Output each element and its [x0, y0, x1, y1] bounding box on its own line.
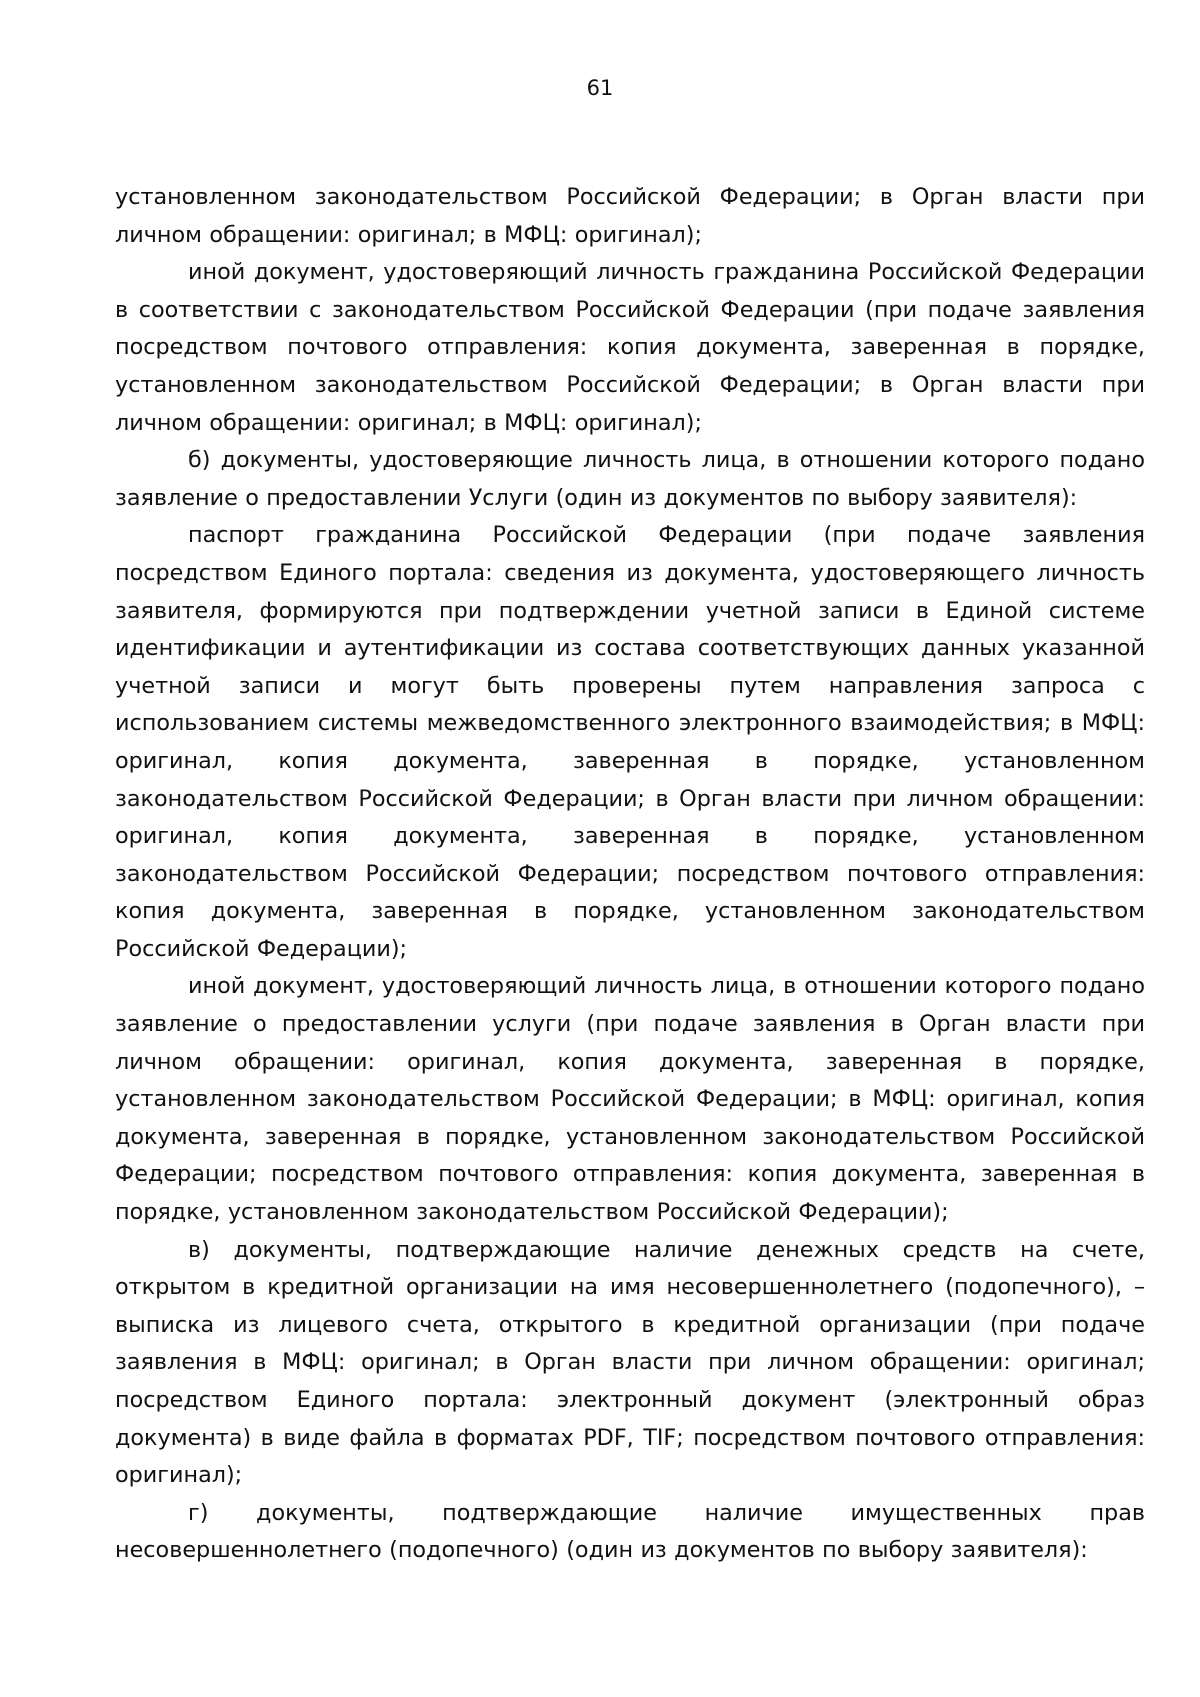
paragraph-b-identity-documents: б) документы, удостоверяющие личность лица, в отношении которого подано заявление о предоставлении Услуги (один из документов по выбору заявителя):	[115, 447, 1145, 511]
paragraph-continuation: установленном законодательством Российской Федерации; в Орган власти при личном обращении: оригинал; в МФЦ: оригинал);	[115, 184, 1145, 248]
paragraph-passport: паспорт гражданина Российской Федерации (при подаче заявления посредством Единого портала: сведения из документа, удостоверяющего личность заявителя, формируются при подтверждении учетной записи в Единой системе идентификации и аутентификации из состава соответствующих данных указанной учетной записи и могут быть проверены путем направления запроса с использованием системы межведомственного электронного взаимодействия; в МФЦ: оригинал, копия документа, заверенная в порядке, установленном законодательством Российской Федерации; в Орган власти при личном обращении: оригинал, копия документа, заверенная в порядке, установленном законодательством Российской Федерации; посредством почтового отправления: копия документа, заверенная в порядке, установленном законодательством Российской Федерации);	[115, 522, 1145, 962]
paragraph-g-property-rights: г) документы, подтверждающие наличие имущественных прав несовершеннолетнего (подопечного) (один из документов по выбору заявителя):	[115, 1499, 1145, 1564]
page-number: 61	[586, 76, 614, 100]
paragraph-v-funds-documents: в) документы, подтверждающие наличие денежных средств на счете, открытом в кредитной организации на имя несовершеннолетнего (подопечного), – выписка из лицевого счета, открытого в кредитной организации (при подаче заявления в МФЦ: оригинал; в Орган власти при личном обращении: оригинал; посредством Единого портала: электронный документ (электронный образ документа) в виде файла в форматах PDF, TIF; посредством почтового отправления: оригинал);	[115, 1236, 1145, 1489]
document-body	[115, 179, 1145, 1570]
paragraph-other-id-document-citizen: иной документ, удостоверяющий личность гражданина Российской Федерации в соответствии с законодательством Российской Федерации (при подаче заявления посредством почтового отправления: копия документа, заверенная в порядке, установленном законодательством Российской Федерации; в Орган власти при личном обращении: оригинал; в МФЦ: оригинал);	[115, 259, 1145, 436]
paragraph-other-id-document-person: иной документ, удостоверяющий личность лица, в отношении которого подано заявление о предоставлении услуги (при подаче заявления в Орган власти при личном обращении: оригинал, копия документа, заверенная в порядке, установленном законодательством Российской Федерации; в МФЦ: оригинал, копия документа, заверенная в порядке, установленном законодательством Российской Федерации; посредством почтового отправления: копия документа, заверенная в порядке, установленном законодательством Российской Федерации);	[115, 973, 1145, 1226]
